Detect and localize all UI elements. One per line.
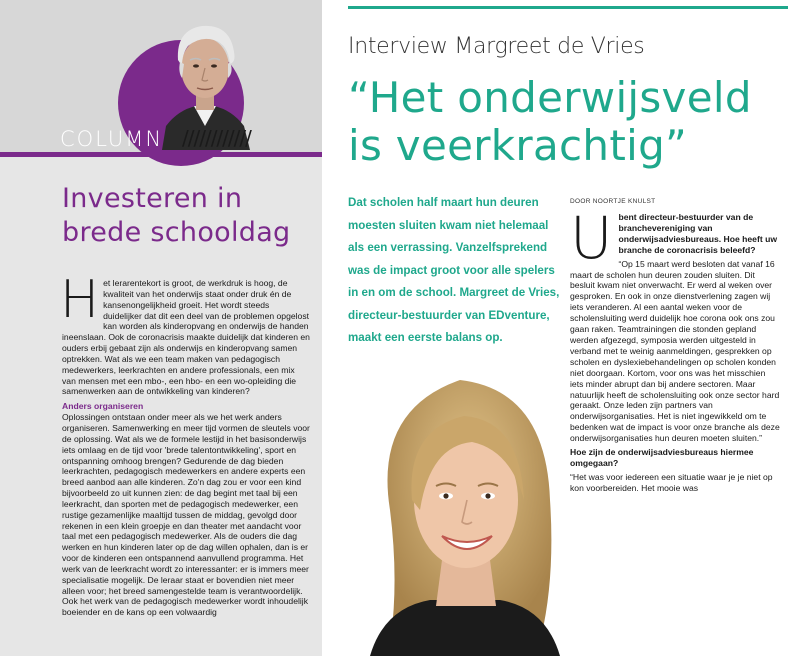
interview-top-rule <box>348 6 788 9</box>
column-label: COLUMN <box>60 127 164 151</box>
interview-question-2: Hoe zijn de onderwijsadviesbureaus hiermee omgegaan? <box>570 447 754 468</box>
column-dropcap: H <box>60 270 100 330</box>
column-body <box>60 270 310 622</box>
interviewee-portrait-photo <box>360 350 570 656</box>
interview-question-1-text: bent directeur-bestuurder van de branchevereniging van onderwijsadviesbureaus. Hoe heeft uw branche de coronacrisis beleefd? <box>618 212 778 255</box>
column-intro-paragraph <box>60 270 310 397</box>
column-intro-text: et lerarentekort is groot, de werkdruk is hoog, de kwaliteit van het onderwijs staat onder druk én de kansenongelijkheid groeit. Het wordt steeds duidelijker dat dit een deel van de problemen opgelost kan worden als kinderopvang en onderwijs de handen ineenslaan. Ook de coronacrisis maakte duidelijk dat kinderen en ouders erbij gebaat zijn als onderwijs en kinderopvang samen optrekken. Wat als we een team maken van pedagogisch medewerkers, leerkrachten en andere professionals, een mix van mensen met een mbo-, een hbo- en een wo-opleiding die samenwerken aan de ontwikkeling van kinderen? <box>62 278 310 397</box>
interview-label: Interview Margreet de Vries <box>348 34 645 59</box>
interview-byline: DOOR NOORTJE KNULST <box>570 198 656 205</box>
interview-body <box>570 204 780 497</box>
interview-answer-1: “Op 15 maart werd besloten dat vanaf 16 maart de scholen hun deuren zouden sluiten. Dit besluit kwam niet onverwacht. Er werd al weken over gesproken. En ook in onze dienstverlening zagen wij iets veranderen. Al een aantal weken voor de scholensluiting werd duidelijk hoe corona ook ons zou gaan raken. Teamtrainingen die stonden gepland werden afgezegd, symposia werden uitgesteld in verband met te weinig aanmeldingen, gesprekken op scholen en dyslexiebehandelingen op scholen konden niet doorgaan. Kortom, voor ons was het misschien iets minder abrupt dan bij andere sectoren. Maar natuurlijk heeft de scholensluiting ook onze sector hard geraakt. Onze leden zijn partners van onderwijsorganisaties. Het is niet ingewikkeld om te bedenken wat de impact is voor onze branche als deze onderwijsorganisaties hun deuren moeten sluiten.” <box>570 258 780 444</box>
column-title: Investeren in brede schooldag <box>62 183 291 248</box>
column-decorative-slashes: //////////// <box>182 126 251 150</box>
interview-lead: Dat scholen half maart hun deuren moesten sluiten kwam niet helemaal als een verrassing. Vanzelfsprekend was de impact groot voor alle spelers in en om de school. Margreet de Vries, directeur-bestuurder van EDventure, maakt een eerste balans op. <box>348 196 560 344</box>
column-divider-bar <box>0 152 322 157</box>
interview-question-1 <box>570 204 780 272</box>
interview-dropcap: U <box>570 204 613 272</box>
column-body-paragraph: Oplossingen ontstaan onder meer als we het werk anders organiseren. Samenwerking en meer tijd vormen de sleutels voor de oplossing. Wat als we de formele lestijd in het basisonderwijs iets omlaag en de tijd voor 'brede talentontwikkeling', sport en ontspanning omhoog brengen? Gedurende de dag bieden leerkrachten, pedagogisch medewerkers en andere experts een breed aanbod aan alle kinderen. Zo'n dag zou er voor een kind bijvoorbeeld zo uit kunnen zien: de dag begint met taal bij een leerkracht, dan sporten met de pedagogisch medewerker, een rustige gezamenlijke maaltijd tussen de middag, gevolgd door rekenen in een klein groepje en dan theater met aandacht voor taal met een pedagogisch medewerker. Als de ouders die dag werken en hun kinderen later op de dag willen ophalen, dan is er voor de kinderen een ontspannend aanvullend programma. Het werk van de leerkracht wordt zo interessanter: er is immers meer specialisatie mogelijk. De leraar staat er bovendien niet meer alleen voor; het breed samengestelde team is verantwoordelijk. Ook het werk van de pedagogisch medewerker wordt inhoudelijk boeiender en de kans op een volwaardig <box>62 412 310 618</box>
interview-headline: “Het onderwijsveld is veerkrachtig” <box>348 73 752 170</box>
column-subhead: Anders organiseren <box>62 401 144 412</box>
column-panel <box>0 0 322 656</box>
interview-answer-2: “Het was voor iedereen een situatie waar je je niet op kon voorbereiden. Het mooie was <box>570 471 773 493</box>
